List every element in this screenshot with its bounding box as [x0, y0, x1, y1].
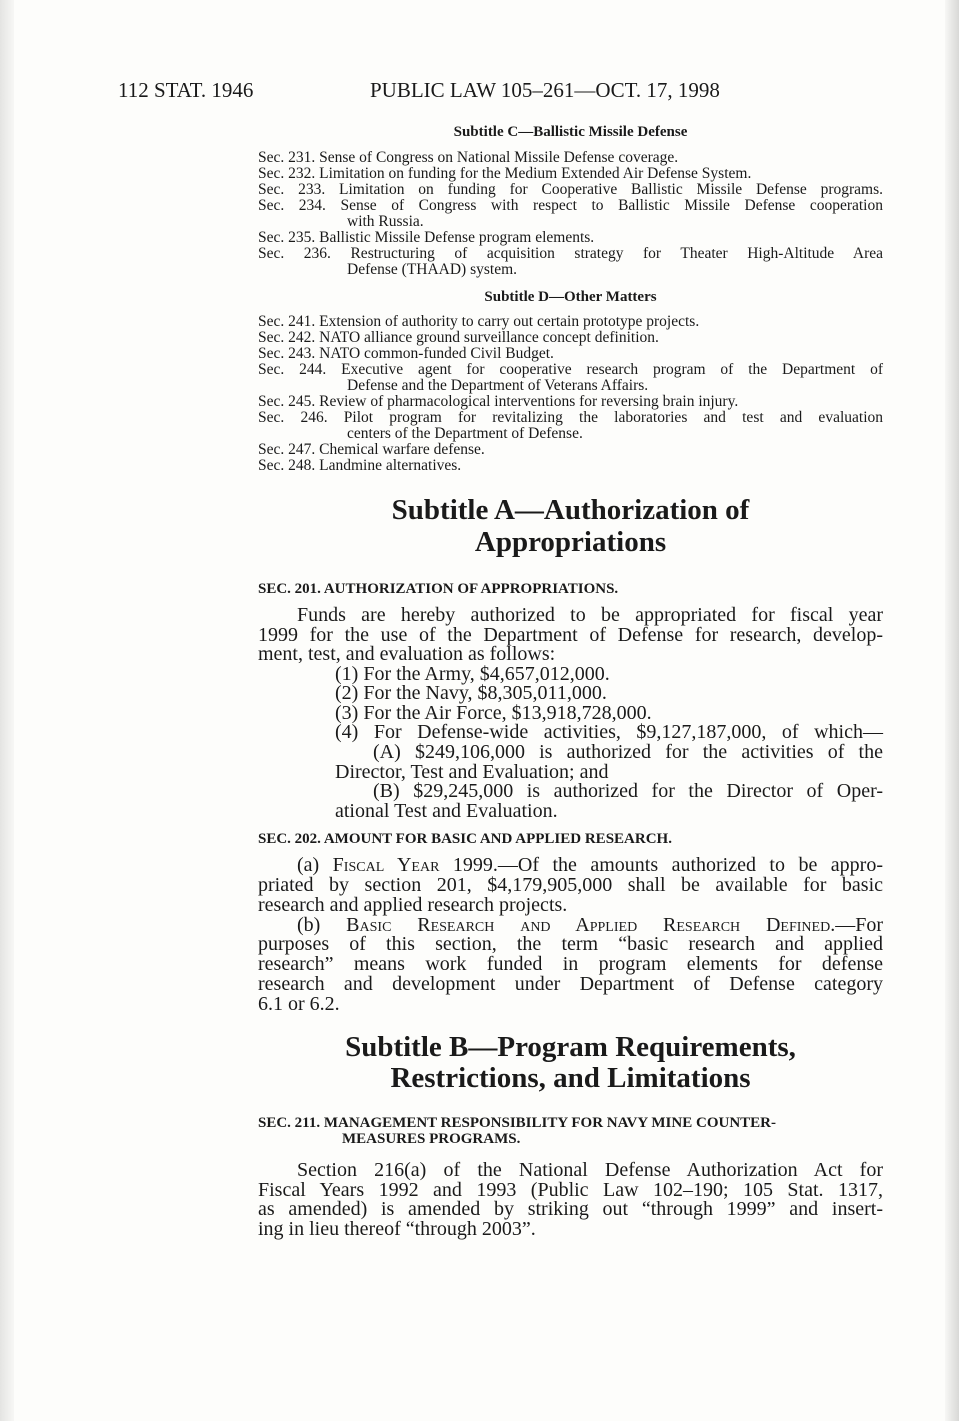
subtitle-a-heading-cont: Appropriations — [474, 526, 667, 558]
subtitle-b-heading-cont: Restrictions, and Limitations — [390, 1062, 751, 1094]
toc-line: Sec. 243. NATO common-funded Civil Budget. — [258, 345, 554, 362]
toc-line: Sec. 244. Executive agent for cooperative research program of the Department of — [258, 361, 883, 378]
body-line — [297, 855, 883, 875]
page-left-edge — [0, 0, 14, 1421]
toc-line: with Russia. — [347, 213, 424, 230]
body-line: as amended) is amended by striking out “through 1999” and insert- — [258, 1198, 883, 1220]
sec-202-heading: SEC. 202. AMOUNT FOR BASIC AND APPLIED RESEARCH. — [258, 831, 672, 847]
body-line — [297, 915, 883, 935]
body-line: (1) For the Army, $4,657,012,000. — [335, 663, 610, 685]
body-line: (4) For Defense-wide activities, $9,127,187,000, of which— — [335, 721, 883, 743]
body-line: Director, Test and Evaluation; and — [335, 761, 609, 783]
body-line: (3) For the Air Force, $13,918,728,000. — [335, 702, 652, 724]
toc-line: Sec. 247. Chemical warfare defense. — [258, 441, 485, 458]
body-line: ment, test, and evaluation as follows: — [258, 643, 556, 665]
toc-line: Defense (THAAD) system. — [347, 261, 518, 278]
toc-line: Sec. 241. Extension of authority to carry out certain prototype projects. — [258, 313, 700, 330]
body-line: Section 216(a) of the National Defense Authorization Act for — [297, 1159, 883, 1181]
toc-subtitle-d-heading: Subtitle D—Other Matters — [484, 289, 657, 305]
stat-page-number: 112 STAT. 1946 — [118, 78, 254, 102]
toc-line: centers of the Department of Defense. — [347, 425, 583, 442]
body-line: 6.1 or 6.2. — [258, 993, 340, 1015]
toc-subtitle-c-heading: Subtitle C—Ballistic Missile Defense — [453, 124, 688, 140]
toc-line: Sec. 235. Ballistic Missile Defense program elements. — [258, 229, 595, 246]
toc-line: Sec. 246. Pilot program for revitalizing the laboratories and test and evaluation — [258, 409, 883, 426]
body-line: (B) $29,245,000 is authorized for the Director of Oper- — [373, 780, 883, 802]
paragraph-heading: Fiscal Year 1999. — [332, 854, 498, 876]
toc-line: Sec. 245. Review of pharmacological interventions for reversing brain injury. — [258, 393, 739, 410]
paragraph-heading: Basic Research and Applied Research Defined. — [346, 914, 836, 936]
sec-211-heading: SEC. 211. MANAGEMENT RESPONSIBILITY FOR NAVY MINE COUNTER- — [258, 1115, 776, 1131]
paragraph-label: (b) — [297, 914, 321, 936]
toc-line: Sec. 231. Sense of Congress on National Missile Defense coverage. — [258, 149, 679, 166]
body-line: purposes of this section, the term “basic research and applied — [258, 933, 883, 955]
paragraph-label: (a) — [297, 854, 320, 876]
body-line: priated by section 201, $4,179,905,000 shall be available for basic — [258, 874, 883, 896]
body-line: ing in lieu thereof “through 2003”. — [258, 1218, 536, 1240]
toc-line: Sec. 232. Limitation on funding for the Medium Extended Air Defense System. — [258, 165, 752, 182]
body-line: ational Test and Evaluation. — [335, 800, 558, 822]
body-line: 1999 for the use of the Department of Defense for research, develop- — [258, 624, 883, 646]
paragraph-text: —Of the amounts authorized to be appro- — [497, 854, 883, 876]
running-header: PUBLIC LAW 105–261—OCT. 17, 1998 — [370, 78, 720, 102]
paragraph-text: —For — [835, 914, 883, 936]
body-line: research and development under Department of Defense category — [258, 973, 883, 995]
toc-line: Defense and the Department of Veterans Affairs. — [347, 377, 649, 394]
toc-line: Sec. 234. Sense of Congress with respect to Ballistic Missile Defense cooperation — [258, 197, 883, 214]
sec-201-heading: SEC. 201. AUTHORIZATION OF APPROPRIATIONS. — [258, 581, 619, 597]
sec-211-heading-cont: MEASURES PROGRAMS. — [342, 1131, 521, 1147]
subtitle-b-heading: Subtitle B—Program Requirements, — [345, 1031, 796, 1063]
toc-line: Sec. 248. Landmine alternatives. — [258, 457, 462, 474]
body-line: research” means work funded in program elements for defense — [258, 953, 883, 975]
body-line: Fiscal Years 1992 and 1993 (Public Law 102–190; 105 Stat. 1317, — [258, 1179, 883, 1201]
toc-line: Sec. 242. NATO alliance ground surveillance concept definition. — [258, 329, 659, 346]
toc-line: Sec. 233. Limitation on funding for Cooperative Ballistic Missile Defense programs. — [258, 181, 883, 198]
subtitle-a-heading: Subtitle A—Authorization of — [391, 494, 750, 526]
body-line: (A) $249,106,000 is authorized for the activities of the — [373, 741, 883, 763]
body-line: Funds are hereby authorized to be appropriated for fiscal year — [297, 604, 883, 626]
body-line: (2) For the Navy, $8,305,011,000. — [335, 682, 607, 704]
page-right-edge — [945, 0, 959, 1421]
toc-line: Sec. 236. Restructuring of acquisition strategy for Theater High-Altitude Area — [258, 245, 883, 262]
body-line: research and applied research projects. — [258, 894, 568, 916]
